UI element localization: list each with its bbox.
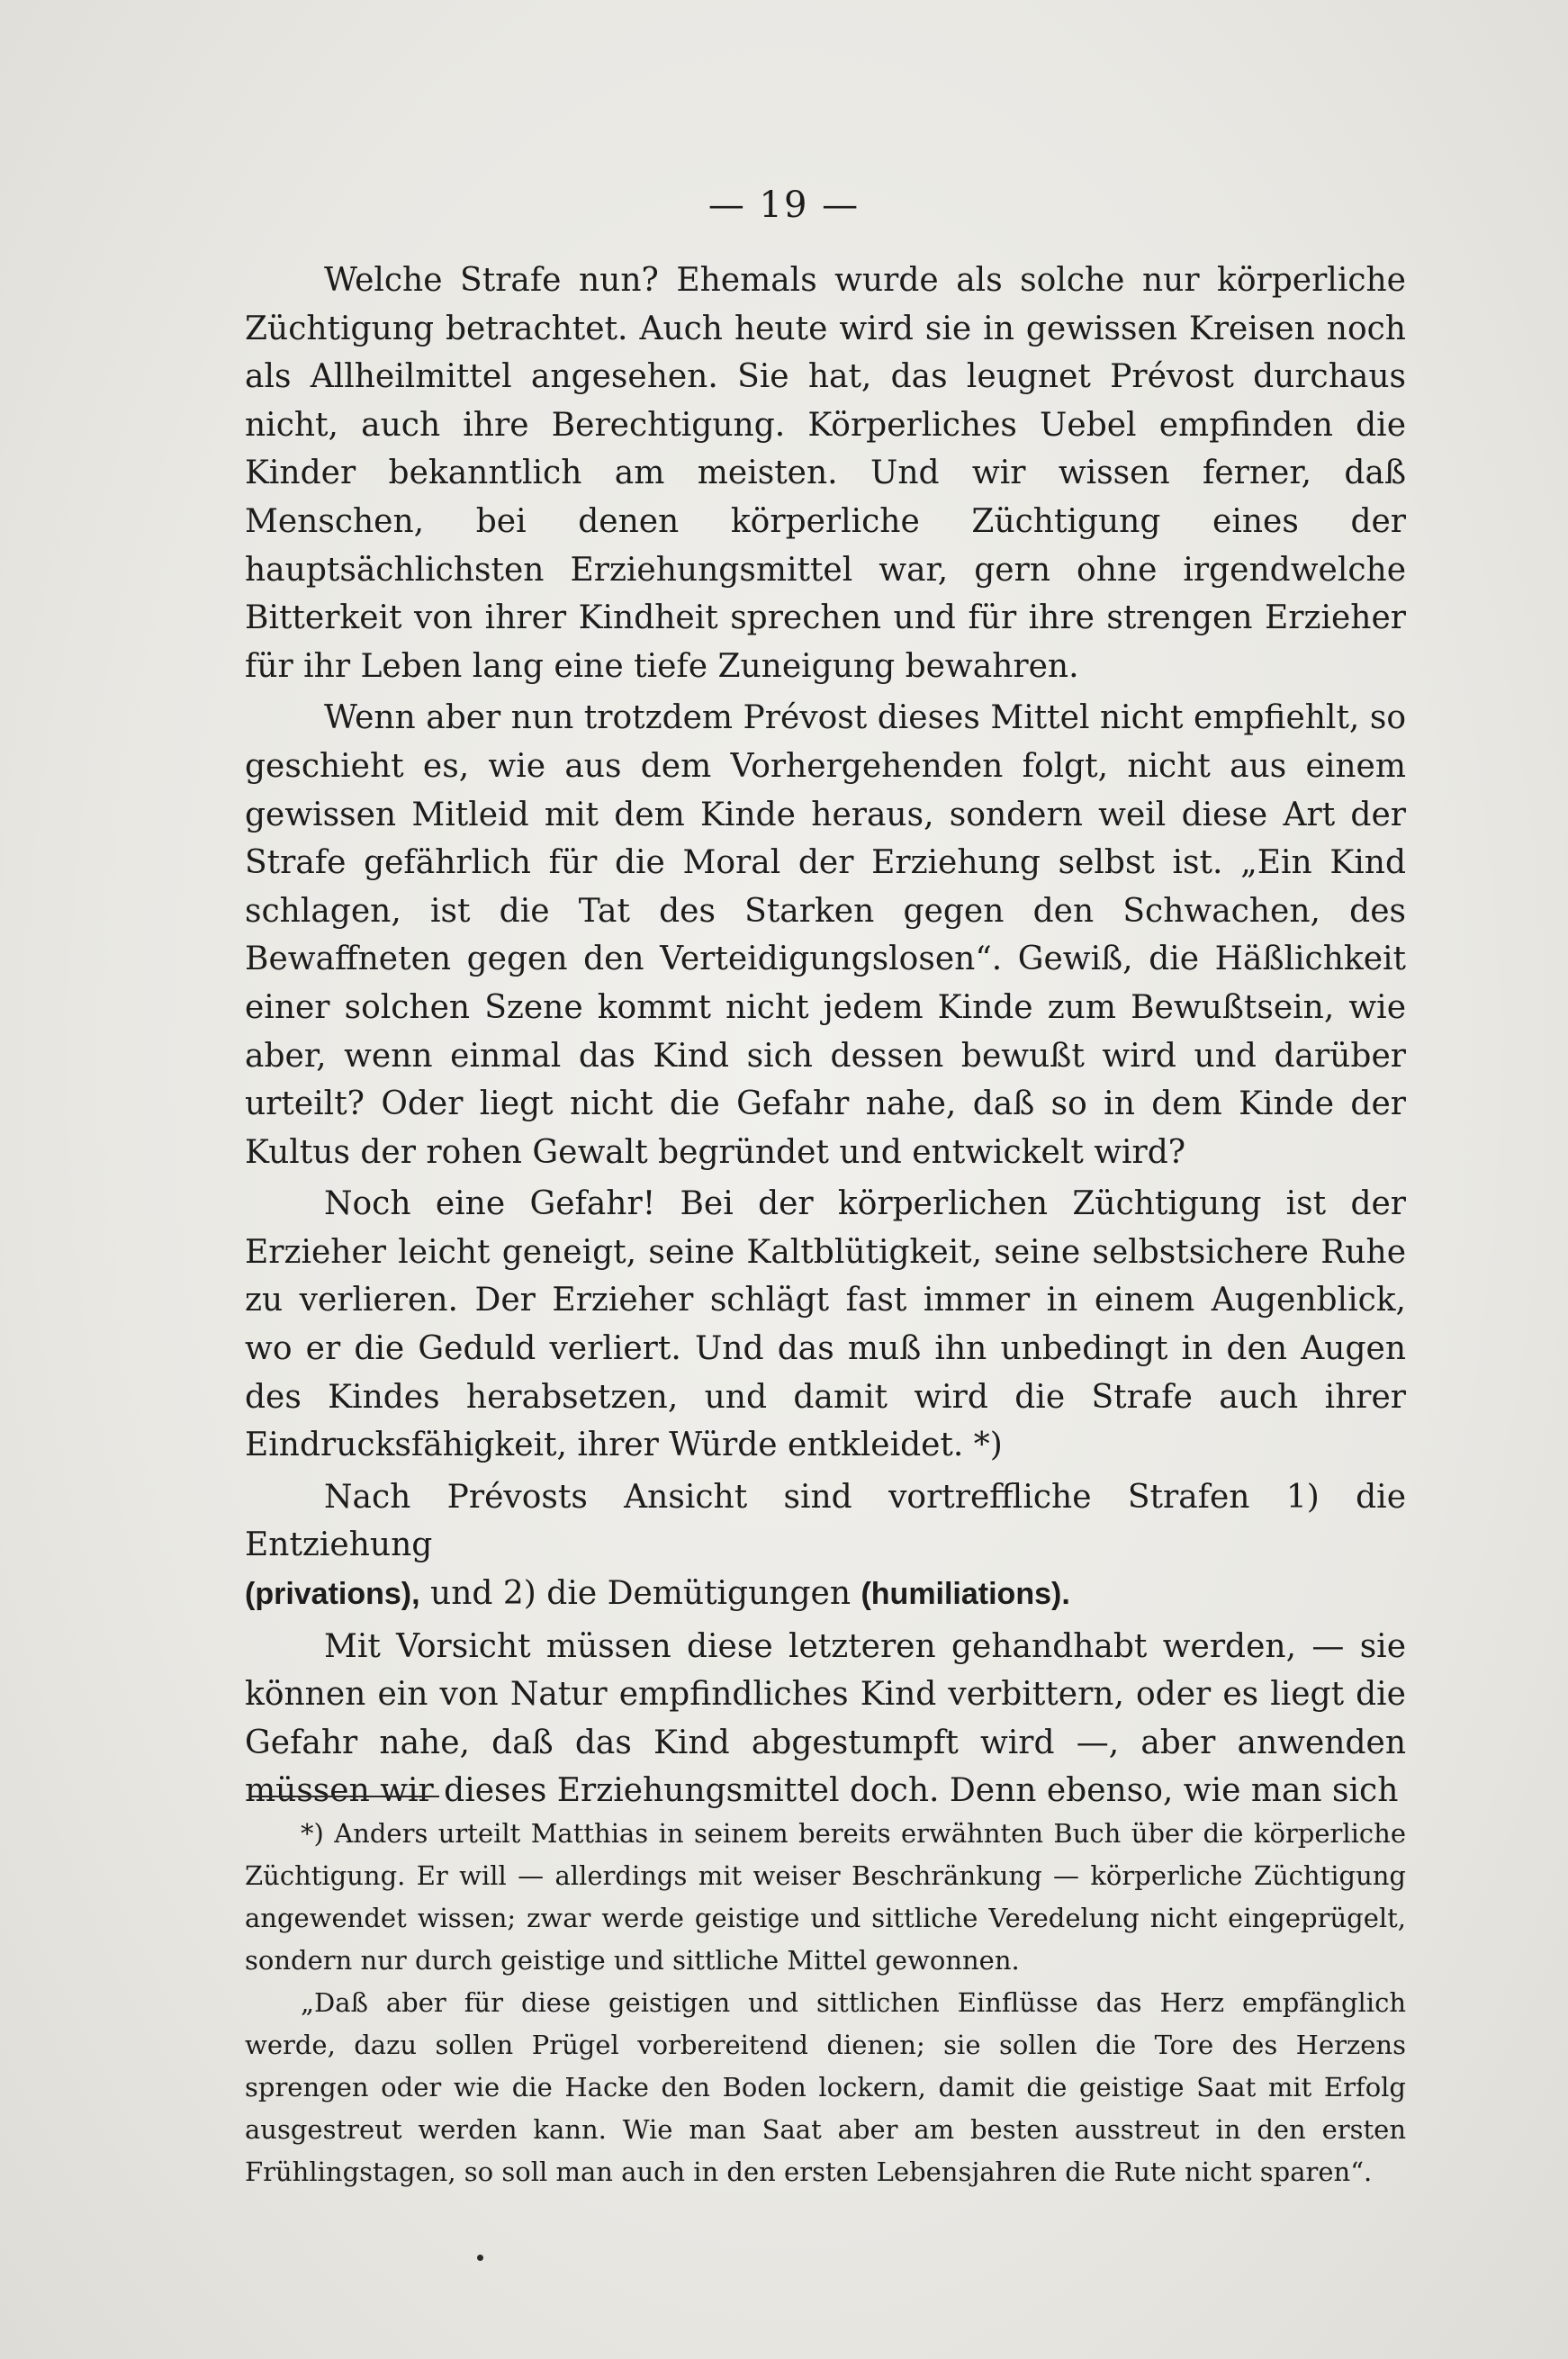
paragraph: Noch eine Gefahr! Bei der körperlichen Züchtigung ist der Erzieher leicht geneigt, seine Kaltblütigkeit, seine selbstsichere Ruhe zu verlieren. Der Erzieher schlägt fast immer in einem Augenblick, wo er die Geduld verliert. Und das muß ihn unbedingt in den Augen des Kindes herabsetzen, und damit wird die Strafe auch ihrer Eindrucksfähigkeit, ihrer Würde entkleidet. *) xyxy=(245,1185,1406,1464)
paragraph-text: Nach Prévosts Ansicht sind vortreffliche Strafen 1) die Entziehung xyxy=(245,1478,1406,1564)
footnote: „Daß aber für diese geistigen und sittlichen Einflüsse das Herz empfänglich werde, dazu sollen Prügel vorbereitend dienen; sie sollen die Tore des Herzens sprengen oder wie die Hacke den Boden lockern, damit die geistige Saat mit Erfolg ausgestreut werden kann. Wie man Saat aber am besten ausstreut in den ersten Frühlingstagen, so soll man auch in den ersten Lebensjahren die Rute nicht sparen“. xyxy=(245,1987,1406,2187)
footnote-divider xyxy=(250,1796,439,1797)
footnote: *) Anders urteilt Matthias in seinem bereits erwähnten Buch über die körperliche Züchtigung. Er will — allerdings mit weiser Beschränkung — körperliche Züchtigung angewendet wissen; zwar werde geistige und sittliche Veredelung nicht eingeprügelt, sondern nur durch geistige und sittliche Mittel gewonnen. xyxy=(245,1818,1406,1976)
ink-speck xyxy=(477,2255,483,2261)
page-number: — 19 — xyxy=(707,185,861,226)
latin-term: (privations), xyxy=(245,1577,420,1612)
main-text xyxy=(245,257,1406,1815)
footnotes xyxy=(245,1813,1406,2193)
latin-term: (humiliations). xyxy=(861,1577,1070,1612)
paragraph xyxy=(245,1473,1406,1619)
paragraph-text: und 2) die Demütigungen xyxy=(419,1575,861,1613)
paragraph: Welche Strafe nun? Ehemals wurde als solche nur körperliche Züchtigung betrachtet. Auch heute wird sie in gewissen Kreisen noch als Allheilmittel angesehen. Sie hat, das leugnet Prévost durchaus nicht, auch ihre Berechtigung. Körperliches Uebel empfinden die Kinder bekanntlich am meisten. Und wir wissen ferner, daß Menschen, bei denen körperliche Züchtigung eines der hauptsächlichsten Erziehungsmittel war, gern ohne irgendwelche Bitterkeit von ihrer Kindheit sprechen und für ihre strengen Erzieher für ihr Leben lang eine tiefe Zuneigung bewahren. xyxy=(245,262,1406,685)
paragraph: Wenn aber nun trotzdem Prévost dieses Mittel nicht empfiehlt, so geschieht es, wie aus dem Vorhergehenden folgt, nicht aus einem gewissen Mitleid mit dem Kinde heraus, sondern weil diese Art der Strafe gefährlich für die Moral der Erziehung selbst ist. „Ein Kind schlagen, ist die Tat des Starken gegen den Schwachen, des Bewaffneten gegen den Verteidigungslosen“. Gewiß, die Häßlichkeit einer solchen Szene kommt nicht jedem Kinde zum Bewußtsein, wie aber, wenn einmal das Kind sich dessen bewußt wird und darüber urteilt? Oder liegt nicht die Gefahr nahe, daß so in dem Kinde der Kultus der rohen Gewalt begründet und entwickelt wird? xyxy=(245,699,1406,1171)
paragraph: Mit Vorsicht müssen diese letzteren gehandhabt werden, — sie können ein von Natur empfindliches Kind verbittern, oder es liegt die Gefahr nahe, daß das Kind abgestumpft wird —, aber anwenden müssen wir dieses Erziehungsmittel doch. Denn ebenso, wie man sich xyxy=(245,1627,1406,1810)
